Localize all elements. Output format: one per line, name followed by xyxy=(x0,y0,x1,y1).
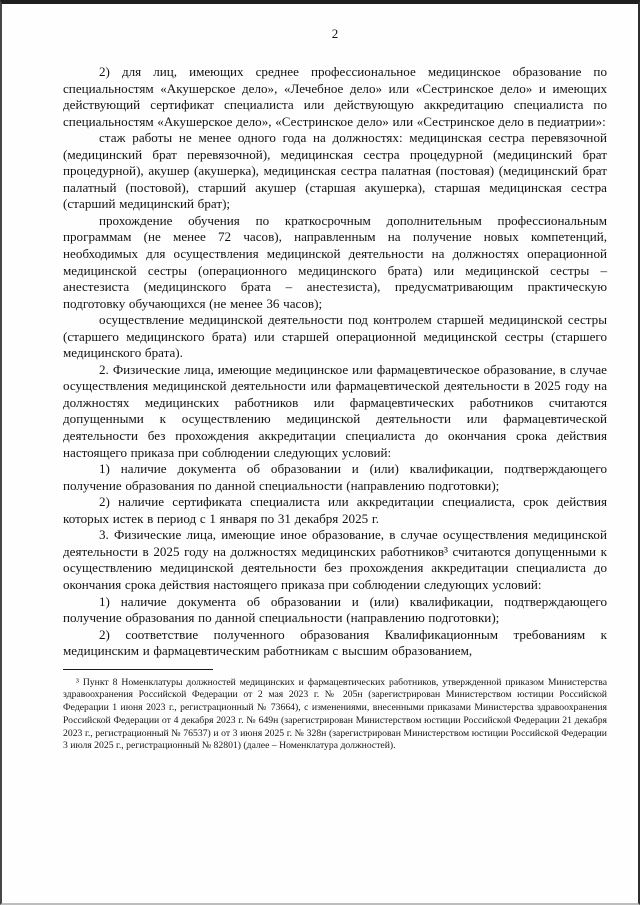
paragraph-item-2: 2. Физические лица, имеющие медицинское или фармацевтическое образование, в случае осуществления медицинской деятельности или фармацевтической деятельности в 2025 году на должностях медицинских работников или фармацевтических работников считаются допущенными к осуществлению медицинской деятельности или фармацевтической деятельности без прохождения аккредитации специалиста до окончания срока действия настоящего приказа при соблюдении следующих условий: xyxy=(63,361,607,460)
paragraph-item-2-condition-1: 1) наличие документа об образовании и (или) квалификации, подтверждающего получение образования по данной специальности (направлению подготовки); xyxy=(63,461,607,493)
footnote-section xyxy=(63,669,607,753)
paragraph-work-experience: стаж работы не менее одного года на должностях: медицинская сестра перевязочной (медицинский брат перевязочной), медицинская сестра процедурной (медицинский брат процедурной), акушер (акушерка), медицинская сестра палатная (постовая) (медицинский брат палатный (постовой), старший акушер (старшая акушерка), старшая медицинская сестра (старший медицинский брат); xyxy=(63,130,607,212)
paragraph-training-programs: прохождение обучения по краткосрочным дополнительным профессиональным программам (не менее 72 часов), направленным на получение новых компетенций, необходимых для осуществления медицинской деятельности на должностях операционной медицинской сестры (операционного медицинского брата) или медицинской сестры – анестезиста (медицинского брата – анестезиста), предусматривающим практическую подготовку обучающихся (не менее 36 часов); xyxy=(63,212,607,311)
paragraph-subitem-2: 2) для лиц, имеющих среднее профессиональное медицинское образование по специальностям «Акушерское дело», «Лечебное дело» или «Сестринское дело» и имеющих действующий сертификат специалиста или действующую аккредитацию специалиста по специальностям «Акушерское дело», «Сестринское дело» или «Сестринское дело в педиатрии»: xyxy=(63,64,607,129)
paragraph-item-3-condition-2: 2) соответствие полученного образования Квалификационным требованиям к медицинским и фармацевтическим работникам с высшим образованием, xyxy=(63,626,607,659)
page-number: 2 xyxy=(331,26,339,41)
paragraph-item-3-condition-1: 1) наличие документа об образовании и (или) квалификации, подтверждающего получение образования по данной специальности (направлению подготовки); xyxy=(63,593,607,626)
footnote-separator xyxy=(63,669,213,670)
paragraph-item-2-condition-2: 2) наличие сертификата специалиста или аккредитации специалиста, срок действия которых истек в период с 1 января по 31 декабря 2025 г. xyxy=(63,494,607,526)
paragraph-supervised-activity: осуществление медицинской деятельности под контролем старшей медицинской сестры (старшего медицинского брата) или старшей операционной медицинской сестры (старшего медицинского брата). xyxy=(63,312,607,361)
paragraph-item-3: 3. Физические лица, имеющие иное образование, в случае осуществления медицинской деятельности в 2025 году на должностях медицинских работников³ считаются допущенными к осуществлению медицинской деятельности без прохождения аккредитации специалиста до окончания срока действия настоящего приказа при соблюдении следующих условий: xyxy=(63,527,607,592)
document-body xyxy=(63,64,607,660)
footnote-text: ³ Пункт 8 Номенклатуры должностей медицинских и фармацевтических работников, утвержденной приказом Министерства здравоохранения Российской Федерации от 2 мая 2023 г. № 205н (зарегистрирован Министерством юстиции Российской Федерации 1 июня 2023 г., регистрационный № 73664), с изменениями, внесенными приказами Министерства здравоохранения Российской Федерации от 4 декабря 2023 г. № 649н (зарегистрирован Министерством юстиции Российской Федерации 21 декабря 2023 г., регистрационный № 76537) и от 3 июня 2025 г. № 328н (зарегистрирован Министерством юстиции Российской Федерации 3 июля 2025 г., регистрационный № 82801) (далее – Номенклатура должностей). xyxy=(63,676,607,752)
